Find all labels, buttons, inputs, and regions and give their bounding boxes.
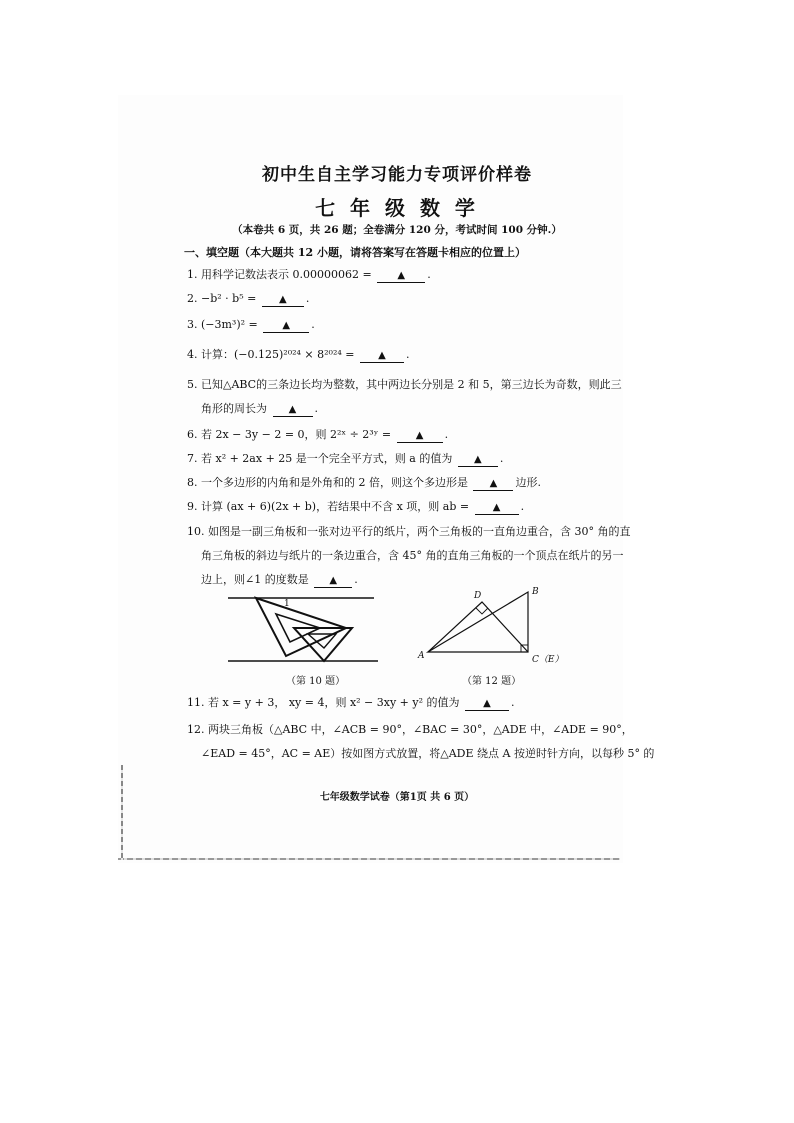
answer-blank: ▲ [473, 477, 513, 491]
set-square-45-hole [308, 634, 336, 648]
figure-12 [418, 586, 564, 665]
question-4-text: 4. 计算：(−0.125)²⁰²⁴ × 8²⁰²⁴ = [187, 348, 355, 361]
exam-title: 初中生自主学习能力专项评价样卷 [262, 165, 532, 185]
answer-blank: ▲ [273, 403, 313, 417]
point-a-label: A [418, 651, 425, 661]
answer-blank: ▲ [360, 349, 404, 363]
exam-note: （本卷共 6 页，共 26 题；全卷满分 120 分，考试时间 100 分钟.） [232, 224, 562, 236]
question-11-text: 11. 若 x = y + 3， xy = 4，则 x² − 3xy + y² 的值为 [187, 696, 460, 709]
point-d-label: D [474, 591, 482, 601]
question-1-text: 1. 用科学记数法表示 0.00000062 = [187, 268, 372, 281]
exam-subtitle: 七 年 级 数 学 [315, 196, 479, 220]
section-heading: 一、填空题（本大题共 12 小题，请将答案写在答题卡相应的位置上） [184, 246, 526, 259]
question-6-text: 6. 若 2x − 3y − 2 = 0，则 2²ˣ ÷ 2³ʸ = [187, 428, 392, 441]
question-1: 1. 用科学记数法表示 0.00000062 = ▲ . [187, 268, 431, 281]
answer-blank: ▲ [314, 574, 352, 588]
answer-blank: ▲ [377, 269, 425, 283]
question-2: 2. −b² · b⁵ = ▲ . [187, 292, 310, 305]
answer-blank: ▲ [262, 293, 304, 307]
question-5-line1: 5. 已知△ABC的三条边长均为整数，其中两边长分别是 2 和 5，第三边长为奇数，则此三 [187, 378, 622, 391]
question-4: 4. 计算：(−0.125)²⁰²⁴ × 8²⁰²⁴ = ▲ . [187, 348, 410, 361]
angle-1-label: 1 [284, 599, 290, 609]
figure-10-caption: （第 10 题） [286, 676, 346, 687]
page-footer: 七年级数学试卷（第1页 共 6 页） [319, 792, 475, 803]
point-b-label: B [532, 587, 539, 597]
question-8: 8. 一个多边形的内角和是外角和的 2 倍，则这个多边形是 ▲ 边形. [187, 476, 541, 489]
scan-edge-left [121, 765, 123, 860]
scan-edge-bottom [118, 858, 620, 860]
question-6: 6. 若 2x − 3y − 2 = 0，则 2²ˣ ÷ 2³ʸ = ▲ . [187, 428, 449, 441]
question-3-text: 3. (−3m³)² = [187, 318, 258, 331]
question-7: 7. 若 x² + 2ax + 25 是一个完全平方式，则 a 的值为 ▲ . [187, 452, 504, 465]
question-12-line2: ∠EAD = 45°，AC = AE）按如图方式放置，将△ADE 绕点 A 按逆时针方向，以每秒 5° 的 [201, 747, 655, 760]
set-square-45 [294, 628, 352, 661]
question-10-line1: 10. 如图是一副三角板和一张对边平行的纸片，两个三角板的一直角边重合，含 30° 角的直 [187, 525, 631, 538]
question-10-line3: 边上，则∠1 的度数是 ▲ . [201, 573, 358, 586]
figure-12-caption: （第 12 题） [462, 676, 522, 687]
question-12-line1: 12. 两块三角板（△ABC 中，∠ACB = 90°，∠BAC = 30°，△ADE 中，∠ADE = 90°， [187, 723, 633, 736]
triangle-abc [428, 592, 528, 652]
question-8-text: 8. 一个多边形的内角和是外角和的 2 倍，则这个多边形是 [187, 476, 468, 489]
answer-blank: ▲ [263, 319, 309, 333]
question-2-text: 2. −b² · b⁵ = [187, 292, 257, 305]
question-10-line2: 角三角板的斜边与纸片的一条边重合，含 45° 角的直角三角板的一个顶点在纸片的另一 [201, 549, 624, 562]
question-9: 9. 计算 (ax + 6)(2x + b)，若结果中不含 x 项，则 ab = ▲ . [187, 500, 525, 513]
answer-blank: ▲ [475, 501, 519, 515]
right-angle-d [476, 608, 488, 614]
question-9-text: 9. 计算 (ax + 6)(2x + b)，若结果中不含 x 项，则 ab = [187, 500, 470, 513]
question-3: 3. (−3m³)² = ▲ . [187, 318, 315, 331]
answer-blank: ▲ [397, 429, 443, 443]
question-11: 11. 若 x = y + 3， xy = 4，则 x² − 3xy + y² 的值为 ▲ . [187, 696, 515, 709]
question-5-line2: 角形的周长为 ▲ . [201, 402, 318, 415]
figure-10 [228, 594, 388, 664]
answer-blank: ▲ [465, 697, 509, 711]
question-7-text: 7. 若 x² + 2ax + 25 是一个完全平方式，则 a 的值为 [187, 452, 453, 465]
point-c-label: C（E） [532, 655, 564, 665]
answer-blank: ▲ [458, 453, 498, 467]
